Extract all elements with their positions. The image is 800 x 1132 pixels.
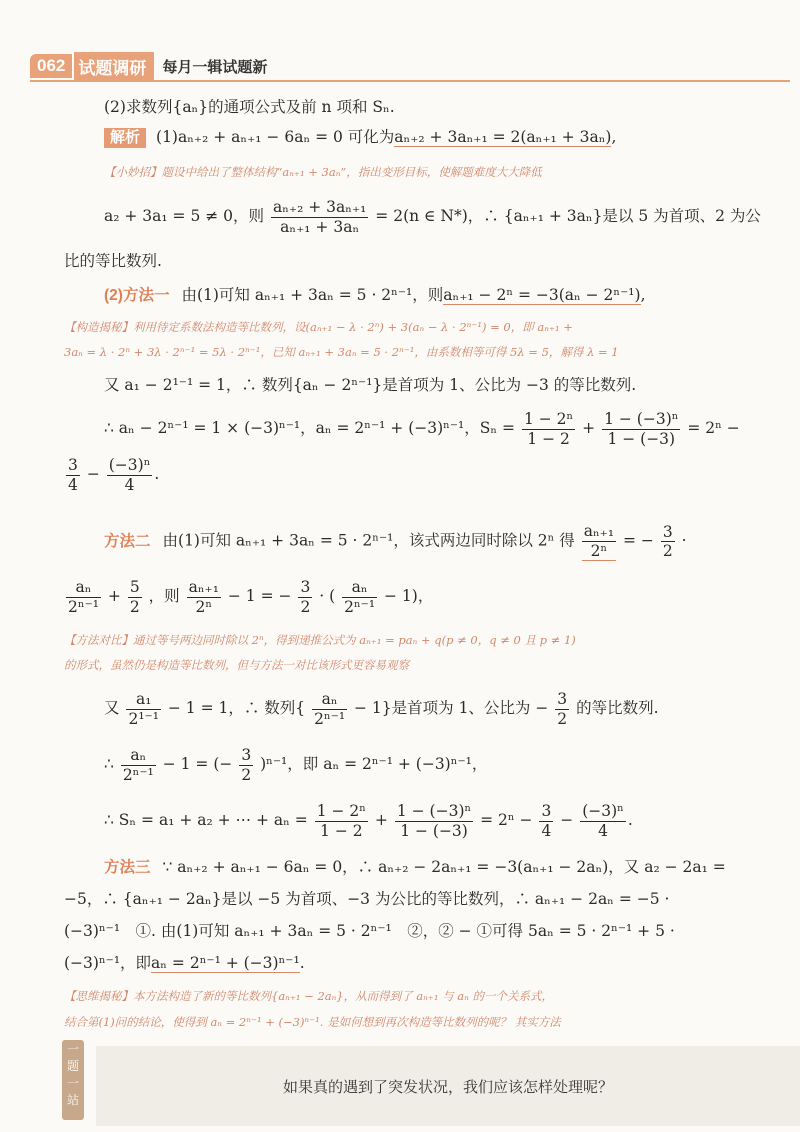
period: .: [299, 954, 305, 972]
frac-num: aₙ₊₁: [583, 522, 615, 540]
l12-text-a: 又: [104, 699, 120, 718]
frac-num: 1 − 2ⁿ: [523, 410, 574, 428]
thinking-note-1: 【思维揭秘】本方法构造了新的等比数列{aₙ₊₁ − 2aₙ}，从而得到了 aₙ₊₁ 与 aₙ 的一个关系式，: [64, 989, 553, 1003]
page-number: 062: [30, 54, 72, 78]
l13-frac-1: [121, 746, 156, 784]
frac-num: 3: [541, 802, 552, 820]
m2-frac-2: [661, 523, 675, 561]
frac-den: 2: [241, 765, 252, 784]
sum-text-a: ∴ aₙ − 2ⁿ⁻¹ = 1 × (−3)ⁿ⁻¹，aₙ = 2ⁿ⁻¹ + (−3)ⁿ⁻¹，Sₙ =: [104, 419, 515, 438]
l12-text-d: 的等比数列.: [576, 699, 659, 718]
l18-text-a: (−3)ⁿ⁻¹，即: [64, 954, 152, 972]
frac-den: 4: [598, 821, 608, 840]
l14-frac-3: [539, 802, 553, 840]
method-one-text: 由(1)可知 aₙ₊₁ + 3aₙ = 5 · 2ⁿ⁻¹，则: [181, 286, 444, 304]
ratio-line: [104, 198, 761, 236]
frac-den: 4: [124, 475, 135, 494]
footer-prompt: 如果真的遇到了突发状况，我们应该怎样处理呢？: [282, 1078, 613, 1096]
frac-den: 2: [557, 709, 568, 728]
frac-num: 3: [300, 578, 311, 596]
l18-underlined: aₙ = 2ⁿ⁻¹ + (−3)ⁿ⁻¹: [151, 954, 300, 972]
frac-num: aₙ: [342, 578, 377, 598]
frac-num: 1 − (−3)ⁿ: [396, 802, 472, 820]
l14-text-a: ∴ Sₙ = a₁ + a₂ + ⋯ + aₙ =: [104, 811, 308, 830]
l13-frac-2: [239, 746, 253, 784]
l11-frac-1: [66, 578, 101, 616]
l11-text-b: − 1 = −: [227, 587, 292, 606]
method-one-init: 又 a₁ − 2¹⁻¹ = 1，∴ 数列{aₙ − 2ⁿ⁻¹}是首项为 1、公比为 −3 的等比数列.: [104, 376, 637, 394]
frac-num: 3: [241, 746, 252, 764]
method-one-end: ,: [640, 286, 646, 304]
l13-text-c: )ⁿ⁻¹，即 aₙ = 2ⁿ⁻¹ + (−3)ⁿ⁻¹，: [260, 755, 488, 774]
l14-frac-2: [395, 802, 473, 840]
cont-frac-2: [107, 456, 153, 494]
method-one-sum-cont: [64, 456, 159, 494]
section-title: 试题调研: [74, 52, 154, 81]
method-one-sum-line: [104, 410, 740, 448]
l11-text-c: · (: [319, 587, 336, 606]
method-one-underlined: aₙ₊₁ − 2ⁿ = −3(aₙ − 2ⁿ⁻¹): [443, 286, 641, 304]
frac-num: 3: [557, 690, 568, 708]
sum-frac-2: [602, 410, 680, 448]
minus-sign: −: [86, 465, 100, 484]
frac-den: 2: [129, 597, 140, 616]
construct-note-2: 3aₙ = λ · 2ⁿ + 3λ · 2ⁿ⁻¹ = 5λ · 2ⁿ⁻¹，已知 aₙ₊₁ + 3aₙ = 5 · 2ⁿ⁻¹，由系数相等可得 5λ = 5，解得 λ = 1: [64, 345, 619, 359]
side-tab: 一题一站: [62, 1040, 84, 1120]
frac-den: 2: [662, 542, 673, 561]
ratio-text-a: a₂ + 3a₁ = 5 ≠ 0，则: [104, 207, 265, 226]
method-three-line: [104, 858, 726, 878]
method-two-transform: [64, 578, 433, 616]
method-three-label: 方法三: [104, 859, 151, 876]
l14-frac-1: [315, 802, 368, 840]
l12-frac-2: [312, 690, 347, 728]
method-three-line-4: [64, 954, 305, 973]
frac-num: aₙ: [312, 690, 347, 710]
frac-num: aₙ: [66, 578, 101, 598]
method-two-sum: [104, 802, 633, 840]
method-three-text: ∵ aₙ₊₂ + aₙ₊₁ − 6aₙ = 0，∴ aₙ₊₂ − 2aₙ₊₁ = −3(aₙ₊₁ − 2aₙ)，又 a₂ − 2a₁ =: [162, 858, 726, 876]
frac-num: 1 − (−3)ⁿ: [604, 410, 679, 428]
sum-frac-1: [522, 410, 575, 448]
l11-text-d: − 1)，: [384, 587, 434, 606]
l12-text-c: − 1}是首项为 1、公比为 −: [354, 699, 549, 718]
analysis-underlined: aₙ₊₂ + 3aₙ₊₁ = 2(aₙ₊₁ + 3aₙ): [394, 128, 612, 146]
sum-text-b: = 2ⁿ −: [687, 419, 740, 438]
l14-frac-4: [580, 802, 626, 840]
ratio-fraction: [271, 198, 368, 236]
frac-den: 1 − (−3): [400, 821, 468, 840]
frac-den: 1 − 2: [527, 429, 570, 448]
header-divider: [30, 80, 790, 82]
plus-sign: +: [582, 419, 596, 438]
l11-frac-5: [342, 578, 377, 616]
analysis-tag: 解析: [104, 128, 146, 148]
l12-text-b: − 1 = 1，∴ 数列{: [167, 699, 306, 718]
frac-num: aₙ: [121, 746, 156, 766]
frac-den: 4: [541, 821, 552, 840]
method-two-text: 由(1)可知 aₙ₊₁ + 3aₙ = 5 · 2ⁿ⁻¹，该式两边同时除以 2ⁿ 得: [162, 531, 575, 550]
frac-num: a₁: [126, 690, 160, 710]
frac-num: 3: [68, 456, 78, 474]
frac-num: (−3)ⁿ: [108, 456, 151, 474]
frac-num: 1 − 2ⁿ: [316, 802, 366, 820]
ratio-den: aₙ₊₁ + 3aₙ: [280, 217, 360, 236]
frac-den: 2ⁿ: [590, 541, 608, 560]
ratio-conclusion: 比的等比数列.: [64, 252, 162, 270]
method-one-label: (2)方法一: [104, 287, 170, 304]
l12-frac-1: [126, 690, 160, 728]
footer-box: [96, 1046, 800, 1126]
frac-den: 2: [300, 597, 311, 616]
analysis-line: [104, 128, 616, 148]
l11-frac-2: [128, 578, 142, 616]
compare-note-1: 【方法对比】通过等号两边同时除以 2ⁿ，得到递推公式为 aₙ₊₁ = paₙ + q(p ≠ 0，q ≠ 0 且 p ≠ 1): [64, 633, 576, 647]
section-subtitle: 每月一辑试题新: [162, 58, 268, 76]
method-two-init: [104, 690, 659, 728]
analysis-text: (1)aₙ₊₂ + aₙ₊₁ − 6aₙ = 0 可化为: [156, 128, 395, 146]
method-two-general: [104, 746, 487, 784]
frac-den: 2ⁿ⁻¹: [344, 597, 376, 616]
frac-den: 2¹⁻¹: [128, 709, 159, 728]
frac-num: (−3)ⁿ: [582, 802, 624, 820]
m2-dot: ·: [681, 531, 687, 550]
ratio-text-b: = 2(n ∈ N*)，∴ {aₙ₊₁ + 3aₙ}是以 5 为首项、2 为公: [375, 207, 761, 226]
question-2: (2)求数列{aₙ}的通项公式及前 n 项和 Sₙ.: [104, 98, 395, 116]
frac-num: 5: [129, 578, 140, 596]
frac-den: 2ⁿ⁻¹: [68, 597, 99, 616]
page-header: [30, 52, 267, 80]
period: .: [627, 811, 633, 830]
frac-den: 4: [68, 475, 78, 494]
frac-den: 2ⁿ⁻¹: [314, 709, 346, 728]
frac-num: 3: [662, 522, 673, 541]
cont-frac-1: [66, 456, 80, 494]
l12-frac-3: [555, 690, 569, 728]
method-one-line: [104, 286, 646, 306]
l11-frac-4: [298, 578, 312, 616]
l13-text-a: ∴: [104, 755, 114, 774]
frac-den: 1 − (−3): [607, 429, 676, 448]
compare-note-2: 的形式，虽然仍是构造等比数列，但与方法一对比该形式更容易观察: [64, 658, 409, 672]
method-two-line: [104, 522, 687, 561]
l13-text-b: − 1 = (−: [162, 755, 233, 774]
frac-den: 2ⁿ⁻¹: [122, 765, 154, 784]
plus-sign: +: [374, 811, 388, 830]
method-three-line-2: −5，∴ {aₙ₊₁ − 2aₙ}是以 −5 为首项、−3 为公比的等比数列，∴ aₙ₊₁ − 2aₙ = −5 ·: [64, 890, 670, 908]
frac-num: aₙ₊₁: [188, 578, 219, 596]
method-two-label: 方法二: [104, 532, 151, 550]
ratio-num: aₙ₊₂ + 3aₙ₊₁: [272, 198, 367, 216]
frac-den: 1 − 2: [320, 821, 363, 840]
analysis-end: ,: [611, 128, 617, 146]
thinking-note-2: 结合第(1)问的结论，使得到 aₙ = 2ⁿ⁻¹ + (−3)ⁿ⁻¹. 是如何想到再次构造等比数列的呢？ 其实方法: [64, 1015, 561, 1029]
minus-sign: −: [560, 811, 574, 830]
then-word: ，则: [148, 587, 180, 606]
tip-note: 【小妙招】题设中给出了整体结构“aₙ₊₁ + 3aₙ”，指出变形目标，使解题难度大大降低: [104, 165, 542, 179]
l14-text-b: = 2ⁿ −: [480, 811, 533, 830]
l11-frac-3: [187, 578, 221, 616]
construct-note-1: 【构造揭秘】利用待定系数法构造等比数列，设(aₙ₊₁ − λ · 2ⁿ) + 3(aₙ − λ · 2ⁿ⁻¹) = 0，即 aₙ₊₁ +: [64, 320, 573, 334]
plus-sign: +: [107, 587, 121, 606]
m2-eq: = −: [622, 531, 654, 550]
period: .: [154, 465, 160, 484]
m2-frac-1: [582, 522, 616, 561]
frac-den: 2ⁿ: [195, 597, 213, 616]
method-three-line-3: (−3)ⁿ⁻¹ ①. 由(1)可知 aₙ₊₁ + 3aₙ = 5 · 2ⁿ⁻¹ ②，② − ①可得 5aₙ = 5 · 2ⁿ⁻¹ + 5 ·: [64, 922, 675, 940]
